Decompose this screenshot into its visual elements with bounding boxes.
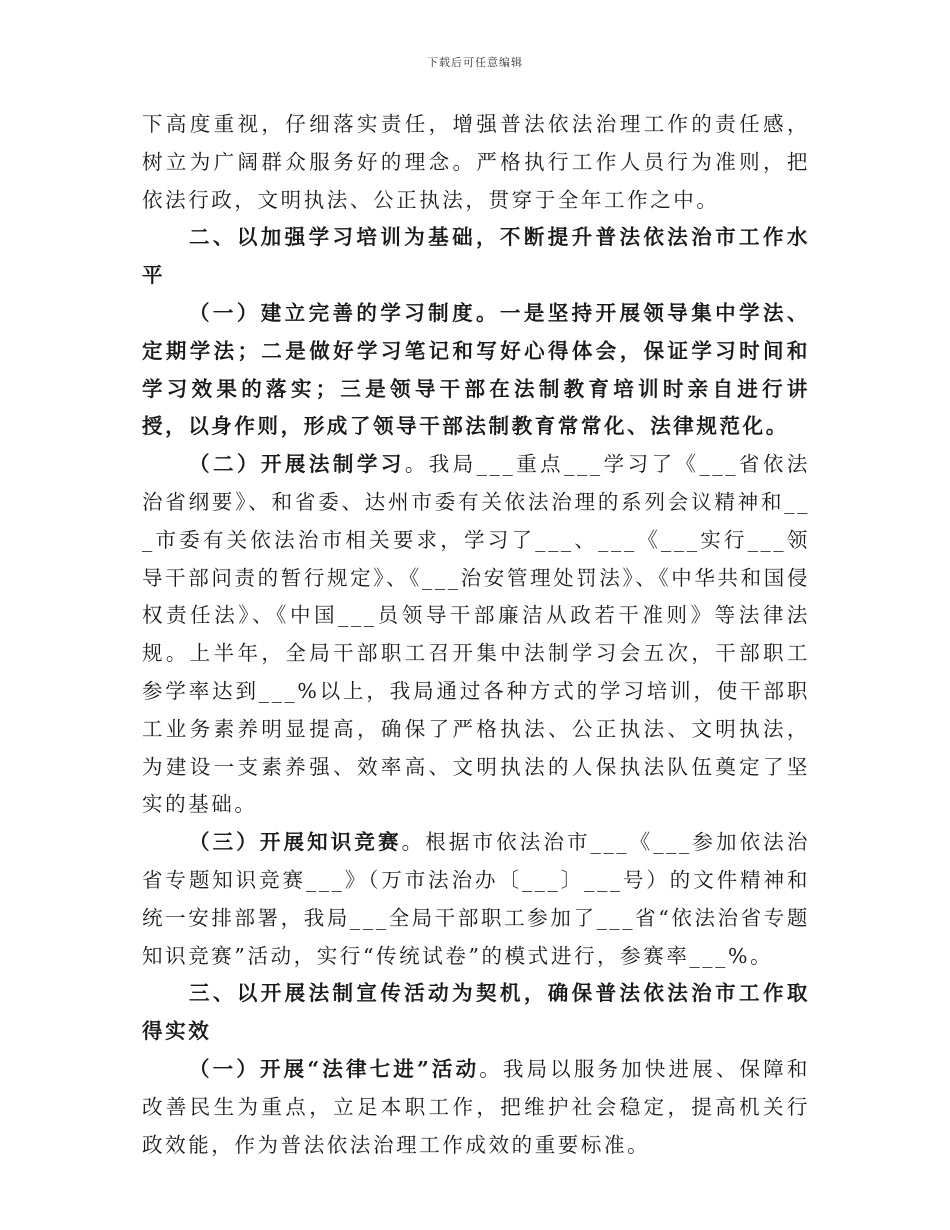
paragraph-text: 。我局以服务加快进展、保障和改善民生为重点，立足本职工作，把维护社会稳定，提高机关行政效能，作为普法依法治理工作成效的重要标准。 bbox=[142, 1056, 810, 1157]
paragraph-text: 下高度重视，仔细落实责任，增强普法依法治理工作的责任感，树立为广阔群众服务好的理念。严格执行工作人员行为准则，把依法行政，文明执法、公正执法，贯穿于全年工作之中。 bbox=[142, 112, 810, 212]
page-header: 下载后可任意编辑 bbox=[427, 56, 523, 69]
section-heading-2 bbox=[142, 219, 810, 295]
document-body bbox=[142, 106, 810, 1164]
paragraph-knowledge-contest bbox=[142, 824, 810, 975]
paragraph-lead: （二）开展法制学习 bbox=[189, 452, 405, 477]
section-heading-3 bbox=[142, 975, 810, 1051]
paragraph-text: 。我局___重点___学习了《___省依法治省纲要》、和省委、达州市委有关依法治理的系列会议精神和___市委有关依法治市相关要求，学习了___、___《___实行___领导干部问责的暂行规定》、《___治安管理处罚法》、《中华共和国侵权责任法》、《中国___员领导干部廉洁从政若干准则》等法律法规。上半年，全局干部职工召开集中法制学习会五次，干部职工参学率达到___%以上，我局通过各种方式的学习培训，使干部职工业务素养明显提高，确保了严格执法、公正执法、文明执法，为建设一支素养强、效率高、文明执法的人保执法队伍奠定了坚实的基础。 bbox=[142, 452, 810, 817]
paragraph-law-seven bbox=[142, 1051, 810, 1164]
paragraph-continuation bbox=[142, 106, 810, 219]
paragraph-study-system bbox=[142, 295, 810, 446]
paragraph-text: （一）建立完善的学习制度。一是坚持开展领导集中学法、定期学法；二是做好学习笔记和写好心得体会，保证学习时间和学习效果的落实；三是领导干部在法制教育培训时亲自进行讲授，以身作则，形成了领导干部法制教育常常化、法律规范化。 bbox=[142, 300, 810, 439]
paragraph-lead: （三）开展知识竞赛 bbox=[189, 830, 402, 855]
heading-text: 二、以加强学习培训为基础，不断提升普法依法治市工作水平 bbox=[142, 225, 810, 288]
heading-text: 三、以开展法制宣传活动为契机，确保普法依法治市工作取得实效 bbox=[142, 981, 810, 1044]
paragraph-lead: （一）开展“法律七进”活动 bbox=[189, 1056, 480, 1081]
paragraph-legal-study bbox=[142, 446, 810, 824]
paragraph-text: 。根据市依法治市___《___参加依法治省专题知识竞赛___》（万市法治办〔___〕___号）的文件精神和统一安排部署，我局___全局干部职工参加了___省“依法治省专题知识竞赛”活动，实行“传统试卷”的模式进行，参赛率___%。 bbox=[142, 830, 810, 968]
